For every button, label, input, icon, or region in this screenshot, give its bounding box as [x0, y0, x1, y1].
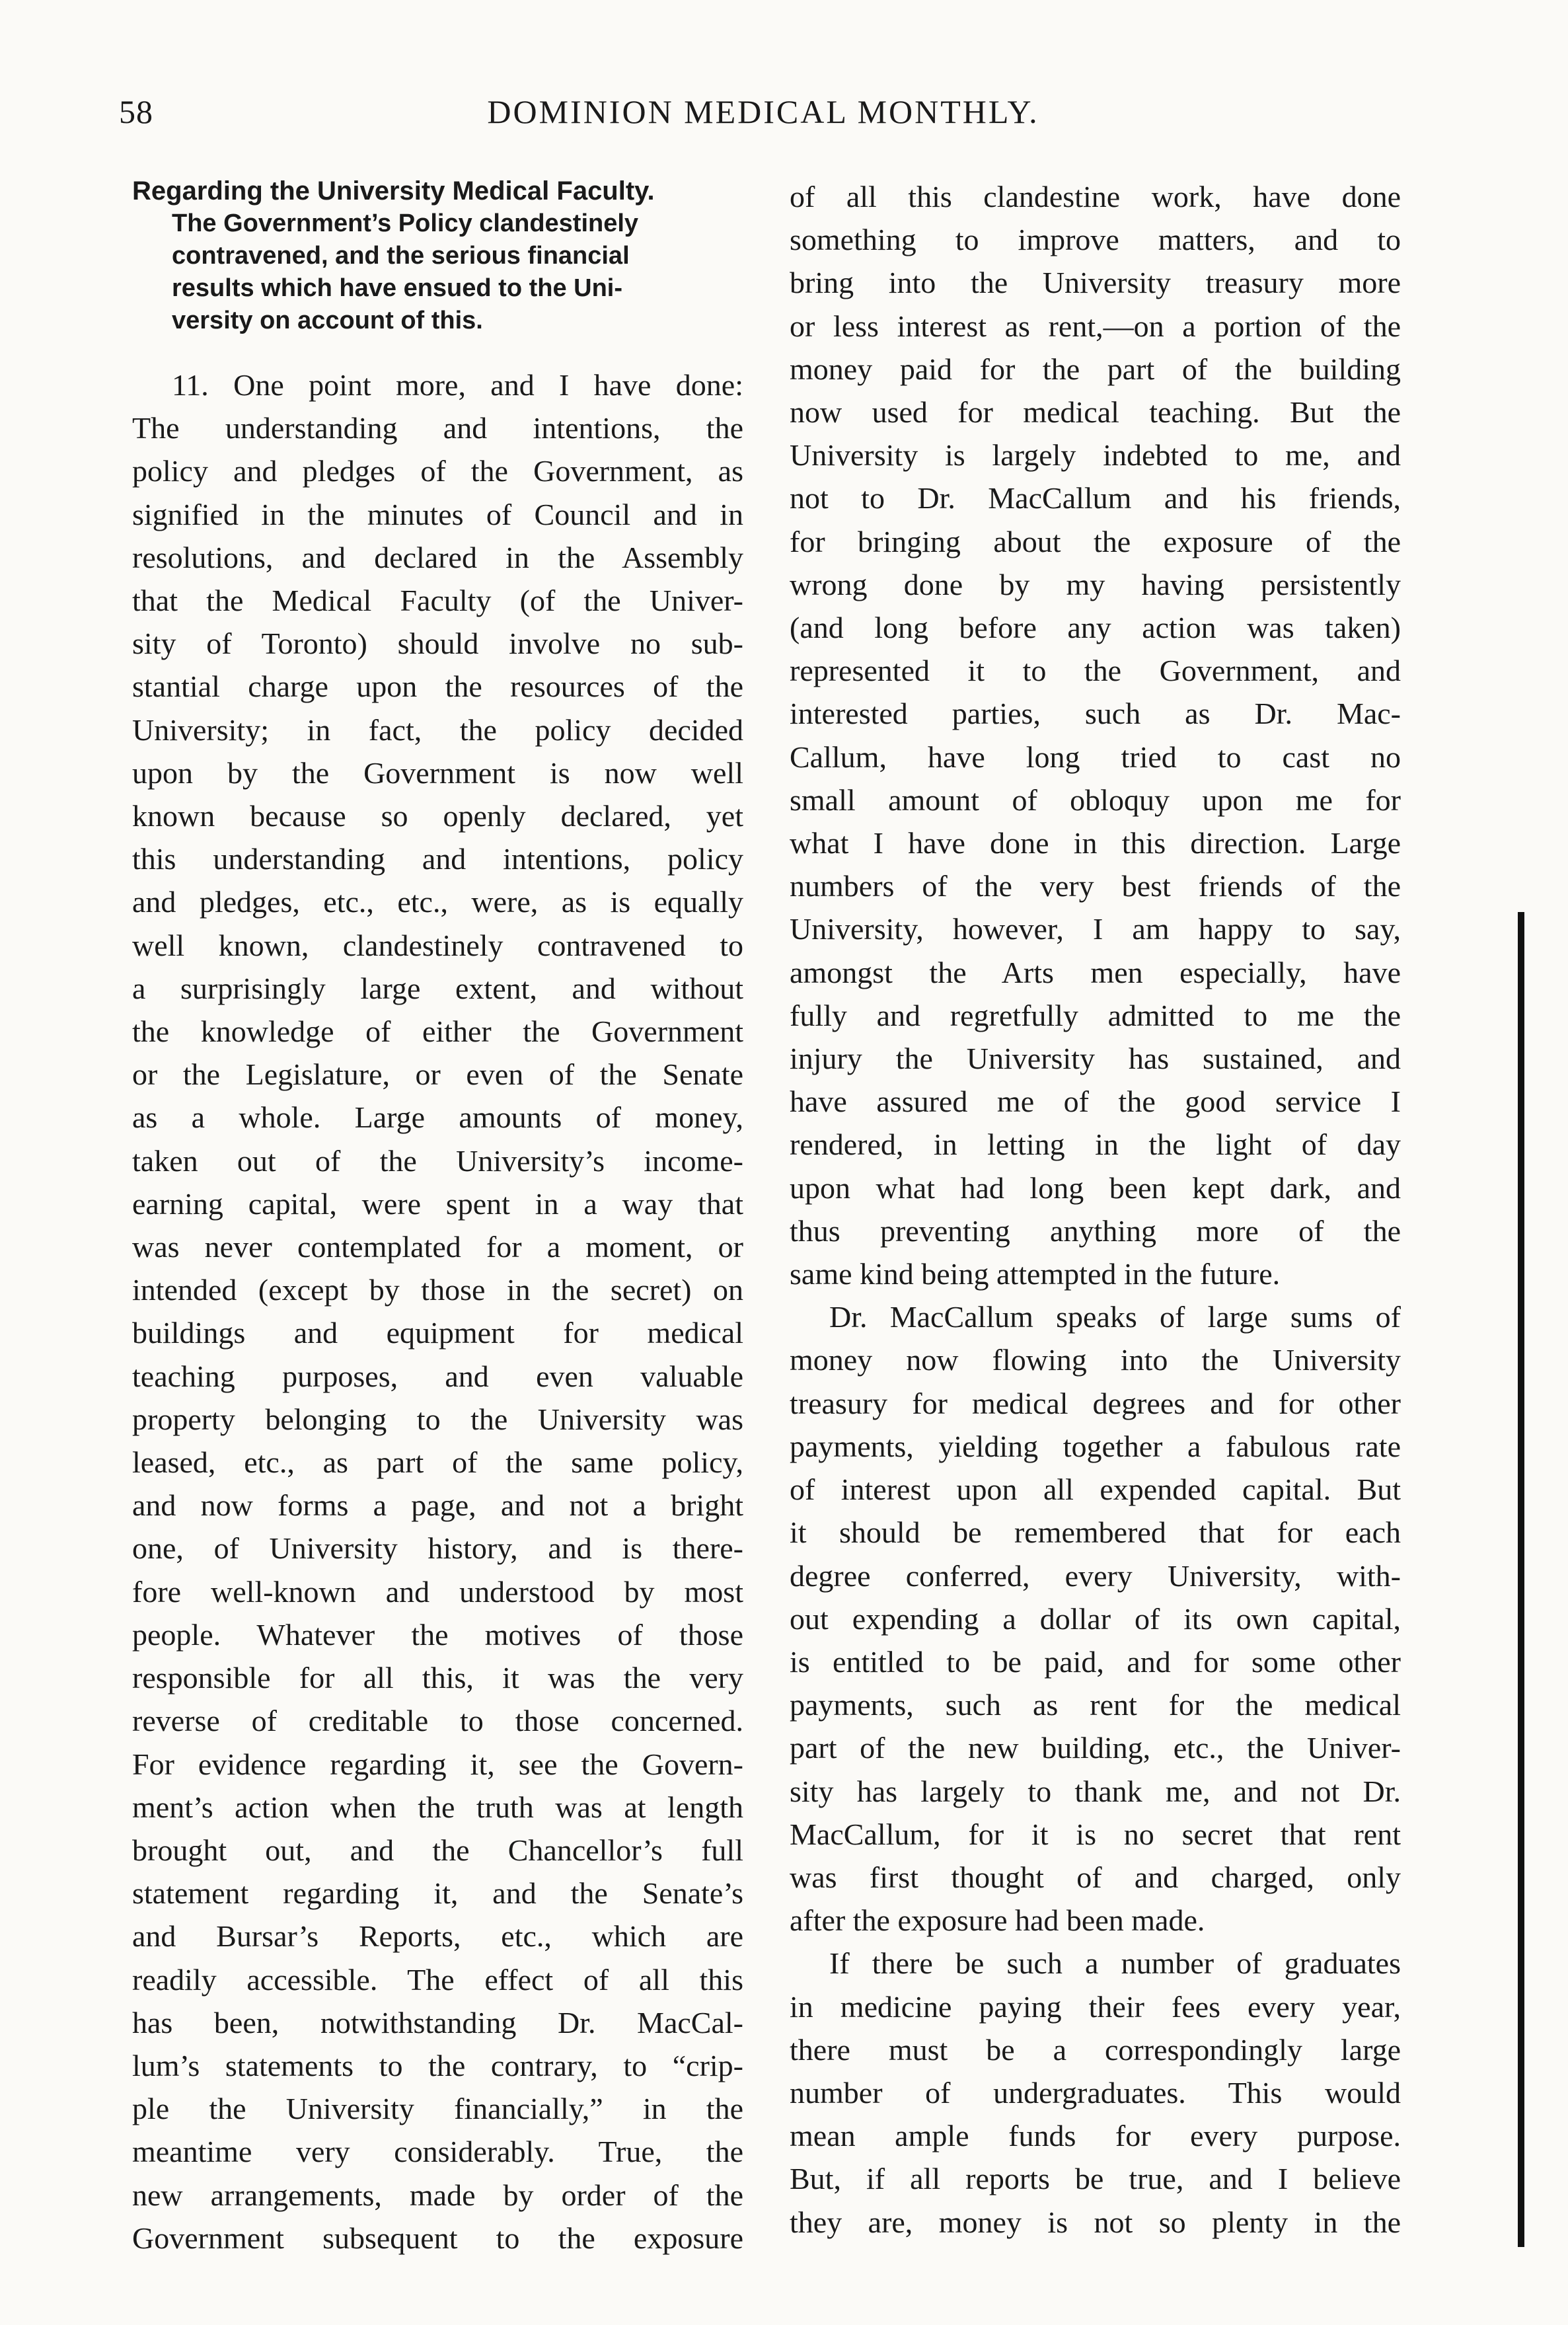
text-line: numbers of the very best friends of the	[790, 869, 1401, 903]
text-line: of all this clandestine work, have done	[790, 180, 1401, 213]
text-line: and Bursar’s Reports, etc., which are	[132, 1919, 743, 1954]
text-line: treasury for medical degrees and for other	[790, 1386, 1401, 1420]
text-line: University is largely indebted to me, and	[790, 438, 1401, 473]
text-line: what I have done in this direction. Large	[790, 826, 1401, 860]
right-column	[790, 175, 1401, 2244]
text-line: after the exposure had been made.	[790, 1903, 1205, 1938]
text-line: signified in the minutes of Council and in	[132, 497, 743, 531]
text-line: wrong done by my having persistently	[790, 567, 1401, 601]
text-line: out expending a dollar of its own capital,	[790, 1601, 1401, 1636]
text-line: lum’s statements to the contrary, to “crip-	[132, 2048, 743, 2082]
text-line: payments, such as rent for the medical	[790, 1688, 1401, 1722]
text-line: rendered, in letting in the light of day	[790, 1127, 1401, 1162]
text-line: meantime very considerably. True, the	[132, 2135, 743, 2169]
text-line: there must be a correspondingly large	[790, 2032, 1401, 2067]
text-line: policy and pledges of the Government, as	[132, 454, 743, 488]
text-line: sity has largely to thank me, and not Dr.	[790, 1774, 1401, 1808]
text-line: small amount of obloquy upon me for	[790, 782, 1401, 817]
text-line: leased, etc., as part of the same policy,	[132, 1445, 743, 1480]
section-heading-line: Regarding the University Medical Faculty.	[132, 176, 655, 206]
text-line: was first thought of and charged, only	[790, 1860, 1401, 1894]
text-line: readily accessible. The effect of all this	[132, 1962, 743, 1997]
text-line: earning capital, were spent in a way that	[132, 1186, 743, 1221]
section-heading	[132, 175, 743, 337]
text-line: same kind being attempted in the future.	[790, 1257, 1281, 1291]
text-line: The understanding and intentions, the	[132, 411, 743, 445]
text-line: known because so openly declared, yet	[132, 799, 743, 833]
text-line: a surprisingly large extent, and without	[132, 971, 743, 1005]
text-line: bring into the University treasury more	[790, 266, 1401, 300]
text-line: Dr. MacCallum speaks of large sums of	[829, 1300, 1401, 1334]
text-line: that the Medical Faculty (of the Univer-	[132, 584, 743, 618]
text-line: reverse of creditable to those concerned.	[132, 1704, 743, 1738]
text-line: Government subsequent to the exposure	[132, 2221, 743, 2255]
text-line: for bringing about the exposure of the	[790, 524, 1401, 558]
text-line: interested parties, such as Dr. Mac-	[790, 697, 1401, 731]
text-line: something to improve matters, and to	[790, 223, 1401, 257]
text-line: have assured me of the good service I	[790, 1085, 1401, 1119]
text-line: ple the University financially,” in the	[132, 2092, 743, 2126]
text-line: If there be such a number of graduates	[829, 1946, 1401, 1981]
text-line: upon by the Government is now well	[132, 755, 743, 790]
text-line: and now forms a page, and not a bright	[132, 1488, 743, 1523]
text-line: one, of University history, and is there-	[132, 1531, 743, 1566]
text-line: degree conferred, every University, with-	[790, 1558, 1401, 1593]
text-line: this understanding and intentions, policy	[132, 842, 743, 876]
text-line: mean ample funds for every purpose.	[790, 2119, 1401, 2153]
text-line: brought out, and the Chancellor’s full	[132, 1833, 743, 1867]
section-heading-line: results which have ensued to the Uni-	[172, 274, 623, 302]
text-line: or the Legislature, or even of the Senate	[132, 1057, 743, 1092]
text-line: ment’s action when the truth was at length	[132, 1790, 743, 1824]
text-line: of interest upon all expended capital. But	[790, 1472, 1401, 1507]
text-line: (and long before any action was taken)	[790, 611, 1401, 645]
text-line: now used for medical teaching. But the	[790, 395, 1401, 430]
text-line: they are, money is not so plenty in the	[790, 2205, 1401, 2239]
text-line: injury the University has sustained, and	[790, 1042, 1401, 1076]
text-line: new arrangements, made by order of the	[132, 2178, 743, 2212]
page-header	[119, 93, 1407, 145]
text-line: responsible for all this, it was the very	[132, 1661, 743, 1695]
text-line: was never contemplated for a moment, or	[132, 1230, 743, 1264]
text-line: represented it to the Government, and	[790, 654, 1401, 688]
text-line: as a whole. Large amounts of money,	[132, 1100, 743, 1135]
text-line: payments, yielding together a fabulous rate	[790, 1429, 1401, 1463]
text-line: University; in fact, the policy decided	[132, 712, 743, 747]
section-heading-line: contravened, and the serious financial	[172, 242, 630, 270]
text-line: thus preventing anything more of the	[790, 1213, 1401, 1248]
text-line: MacCallum, for it is no secret that rent	[790, 1817, 1401, 1851]
text-line: the knowledge of either the Government	[132, 1014, 743, 1049]
text-line: taken out of the University’s income-	[132, 1143, 743, 1178]
text-line: fore well-known and understood by most	[132, 1574, 743, 1609]
section-heading-line: The Government’s Policy clandestinely	[172, 210, 639, 237]
margin-rule	[1518, 912, 1524, 2247]
text-line: part of the new building, etc., the Univer-	[790, 1731, 1401, 1765]
text-line: number of undergraduates. This would	[790, 2075, 1401, 2110]
text-line: intended (except by those in the secret) on	[132, 1273, 743, 1307]
left-column-text	[132, 363, 743, 2260]
left-column	[132, 175, 743, 2260]
text-line: amongst the Arts men especially, have	[790, 955, 1401, 989]
text-line: University, however, I am happy to say,	[790, 912, 1401, 946]
running-title: DOMINION MEDICAL MONTHLY.	[487, 93, 1039, 130]
text-line: well known, clandestinely contravened to	[132, 928, 743, 962]
text-line: money now flowing into the University	[790, 1343, 1401, 1377]
text-line: not to Dr. MacCallum and his friends,	[790, 481, 1401, 515]
text-line: and pledges, etc., etc., were, as is equally	[132, 885, 743, 919]
text-line: resolutions, and declared in the Assembly	[132, 540, 743, 574]
section-heading-line: versity on account of this.	[172, 307, 483, 334]
text-line: fully and regretfully admitted to me the	[790, 998, 1401, 1032]
text-line: people. Whatever the motives of those	[132, 1617, 743, 1652]
text-line: teaching purposes, and even valuable	[132, 1359, 743, 1393]
page-number: 58	[119, 93, 153, 130]
text-line: But, if all reports be true, and I believe	[790, 2162, 1401, 2196]
text-line: sity of Toronto) should involve no sub-	[132, 627, 743, 661]
text-line: upon what had long been kept dark, and	[790, 1170, 1401, 1205]
text-line: statement regarding it, and the Senate’s	[132, 1876, 743, 1911]
right-column-text	[790, 175, 1401, 2244]
text-line: Callum, have long tried to cast no	[790, 740, 1401, 774]
text-line: buildings and equipment for medical	[132, 1316, 743, 1350]
text-line: or less interest as rent,—on a portion of the	[790, 309, 1401, 343]
text-line: property belonging to the University was	[132, 1402, 743, 1436]
text-line: money paid for the part of the building	[790, 352, 1401, 386]
text-line: stantial charge upon the resources of the	[132, 669, 743, 704]
text-line: For evidence regarding it, see the Govern-	[132, 1747, 743, 1781]
text-line: in medicine paying their fees every year,	[790, 1989, 1401, 2024]
text-line: has been, notwithstanding Dr. MacCal-	[132, 2005, 743, 2039]
text-line: 11. One point more, and I have done:	[172, 368, 743, 402]
text-line: it should be remembered that for each	[790, 1515, 1401, 1550]
text-line: is entitled to be paid, and for some other	[790, 1644, 1401, 1679]
